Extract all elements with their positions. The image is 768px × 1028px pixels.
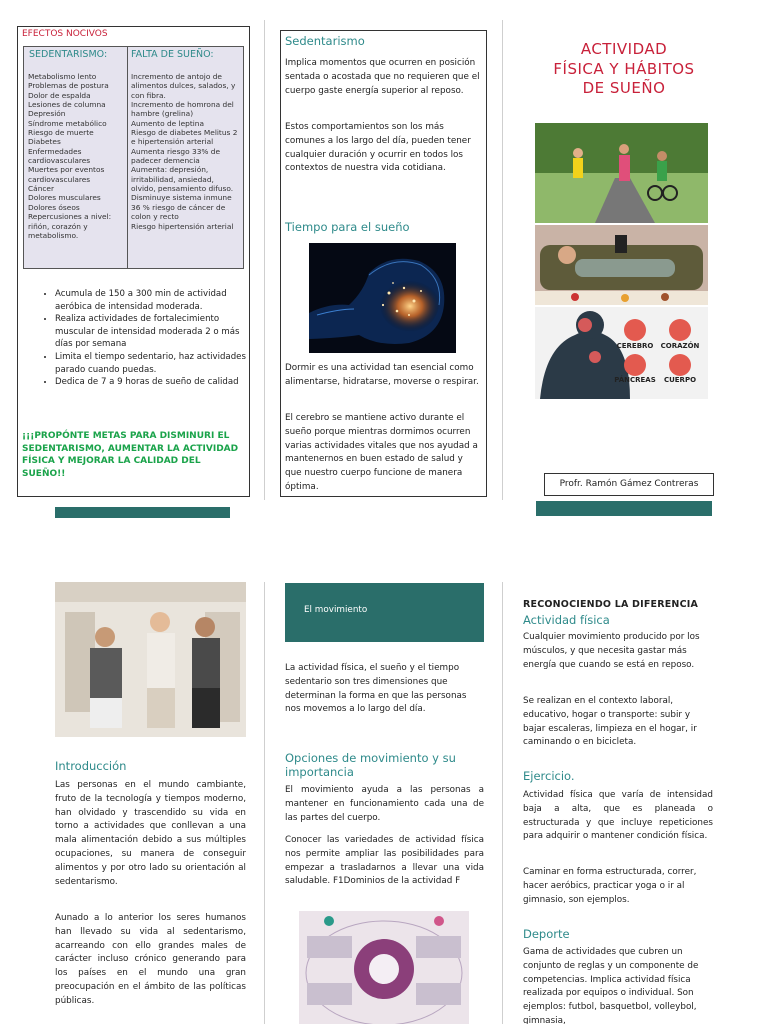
physical-activity-paragraph: Cualquier movimiento producido por los músculos, y que necesita gastar más energía que cuando se está en reposo. (523, 632, 700, 670)
effect-item: irritabilidad, ansiedad, (131, 174, 214, 184)
intro-title: Introducción (55, 759, 127, 773)
professor-name: Profr. Ramón Gámez Contreras (544, 473, 714, 496)
family-exercise-image (535, 123, 708, 223)
effect-item: Dolor de espalda (28, 90, 91, 100)
effect-item: Incremento de homrona del (131, 100, 234, 110)
goal-text: ¡¡¡PROPÓNTE METAS PARA DISMINURI EL SEDENTARISMO, AUMENTAR LA ACTIVIDAD FÍSICA Y MEJORAR LA CALIDAD DEL SUEÑO!! (22, 431, 239, 480)
effect-item: metabolismo. (28, 230, 79, 240)
column-divider (264, 582, 265, 1024)
decorative-bar (55, 507, 230, 518)
effect-item: Aumenta riesgo 33% de (131, 146, 221, 156)
difference-title: RECONOCIENDO LA DIFERENCIA (523, 599, 699, 610)
sedentary-person-image (535, 225, 708, 305)
effect-item: padecer demencia (131, 156, 200, 166)
sedentarismo-header: SEDENTARISMO: (29, 49, 108, 60)
sleep-paragraph: Dormir es una actividad tan esencial como alimentarse, hidratarse, moverse o respirar. (285, 363, 479, 387)
falta-sueno-header: FALTA DE SUEÑO: (131, 49, 214, 60)
activity-domains-diagram (299, 911, 469, 1024)
sedentarismo-paragraph: Implica momentos que ocurren en posición sentada o acostada que no requieren que el cuerpo gaste energía superior al reposo. (285, 58, 480, 96)
tip-item: • Dedica de 7 a 9 horas de sueño de calidad (55, 376, 246, 389)
effect-item: cardiovasculares (28, 156, 91, 166)
tip-item: • Limita el tiempo sedentario, haz actividades parado cuando puedas. (55, 351, 246, 376)
effect-item: Enfermedades (28, 146, 82, 156)
physical-activity-paragraph: Se realizan en el contexto laboral, educativo, hogar o transporte: subir y bajar escaleras, limpieza en el hogar, ir caminando o en bicicleta. (523, 696, 697, 748)
effect-item: cardiovasculares (28, 174, 91, 184)
organ-label-cerebro: CEREBRO (616, 342, 654, 350)
effect-item: Riesgo de diabetes Melitus 2 (131, 128, 238, 138)
organ-label-pancreas: PÁNCREAS (614, 376, 656, 384)
options-paragraph: El movimiento ayuda a las personas a mantener en funcionamiento cada una de las partes del cuerpo. (285, 785, 484, 823)
movement-paragraph: La actividad física, el sueño y el tiempo sedentario son tres dimensiones que determinan la forma en que las personas nos movemos a lo largo del día. (285, 663, 467, 715)
movement-banner (285, 583, 484, 642)
effect-item: riñón, corazón y (28, 221, 88, 231)
effect-item: Aumento de leptina (131, 118, 204, 128)
effect-item: Cáncer (28, 184, 55, 194)
effect-item: Incremento de antojo de (131, 72, 222, 81)
exercise-title: Ejercicio. (523, 769, 575, 783)
decorative-bar (536, 501, 712, 516)
effect-item: Repercusiones a nivel: (28, 212, 112, 222)
effects-table (23, 46, 244, 269)
options-title: Opciones de movimiento y su importancia (285, 751, 456, 779)
intro-paragraph: Las personas en el mundo cambiante, fruto de la tecnología y tiempos moderno, han olvidado y trascendido su vida en torno a actividades que conllevan a una mala alimentación debido a sus múltiples ocupaciones, su manera de conseguir alimentos y por otro lado su orientación al sedentarismo. (55, 780, 246, 887)
effect-item: Problemas de postura (28, 81, 109, 91)
falta-sueno-list (131, 72, 237, 231)
sedentarismo-title: Sedentarismo (285, 34, 365, 48)
movement-title: El movimiento (304, 605, 368, 615)
tip-item: • Acumula de 150 a 300 min de actividad aeróbica de intensidad moderada. (55, 288, 246, 313)
effect-item: Diabetes (28, 137, 61, 147)
effect-item: Disminuye sistema inmune (131, 193, 232, 203)
brain-image (309, 243, 456, 353)
sedentarismo-paragraph: Estos comportamientos son los más comunes a los largo del día, pueden tener cualquier duración y ocurrir en todos los contextos de nuestra vida cotidiana. (285, 122, 471, 174)
people-photo (55, 582, 246, 737)
sleep-paragraph: El cerebro se mantiene activo durante el sueño porque mientras dormimos ocurren varias actividades vitales que nos ayudad a mantenernos en buen estado de salud y que nuestro cuerpo funcione de manera óptima. (285, 413, 478, 492)
column-divider (502, 582, 503, 1024)
tips-list (22, 288, 246, 389)
effect-item: Metabolismo lento (28, 72, 97, 81)
physical-activity-title: Actividad física (523, 613, 610, 627)
effect-item: Depresión (28, 109, 66, 119)
effect-item: Riesgo de muerte (28, 128, 94, 138)
effect-item: olvido, pensamiento difuso. (131, 184, 234, 194)
effect-item: Síndrome metabólico (28, 118, 107, 128)
title-line: DE SUEÑO (582, 79, 666, 97)
effect-item: 36 % riesgo de cáncer de (131, 202, 226, 212)
organ-label-corazon: CORAZÓN (660, 342, 700, 350)
effect-item: alimentos dulces, salados, y (131, 81, 236, 91)
table-divider (127, 47, 128, 268)
effect-item: colon y recto (131, 212, 179, 222)
column-divider (502, 20, 503, 500)
effect-item: con fibra. (131, 90, 166, 100)
effect-item: hambre (grelina) (131, 109, 194, 119)
brochure-title (526, 40, 722, 99)
intro-paragraph: Aunado a lo anterior los seres humanos han llevado su vida al sedentarismo, acarreando con ello grandes males de carácter incluso crónico generando para los países en el mundo una gran preocupación en el ámbito de las políticas públicas. (55, 913, 246, 1006)
exercise-paragraph: Caminar en forma estructurada, correr, hacer aeróbics, practicar yoga o ir al gimnasio, son ejemplos. (523, 867, 697, 905)
effect-item: Aumenta: depresión, (131, 165, 209, 175)
effect-item: Dolores óseos (28, 202, 80, 212)
tip-item: • Realiza actividades de fortalecimiento muscular de intensidad moderada 2 o más días por semana (55, 313, 246, 351)
column-divider (264, 20, 265, 500)
effect-item: Muertes por eventos (28, 165, 105, 175)
sport-paragraph: Gama de actividades que cubren un conjunto de reglas y un componente de competencias. Implica actividad física realizada por equipos o individual. Son ejemplos: futbol, basquetbol, volleybol, gimnasia, (523, 947, 699, 1024)
effect-item: Dolores musculares (28, 193, 101, 203)
exercise-paragraph: Actividad física que varía de intensidad baja a alta, que es planeada o estructurada y que incluye repeticiones para adquirir o mantener condición física. (523, 790, 713, 842)
organs-infographic (535, 307, 708, 399)
options-paragraph: Conocer las variedades de actividad física nos permite ampliar las posibilidades para empezar a trasladarnos a llevar una vida saludable. F1Dominios de la actividad F (285, 835, 484, 887)
title-line: FÍSICA Y HÁBITOS (553, 59, 695, 78)
sleep-title: Tiempo para el sueño (285, 220, 410, 234)
effect-item: Riesgo hipertensión arterial (131, 221, 234, 231)
sedentarismo-list (28, 72, 111, 240)
effect-item: Lesiones de columna (28, 100, 106, 110)
organ-label-cuerpo: CUERPO (663, 376, 697, 384)
sport-title: Deporte (523, 927, 570, 941)
title-line: ACTIVIDAD (580, 40, 668, 58)
effect-item: e hipertensión arterial (131, 137, 214, 147)
effects-title: EFECTOS NOCIVOS (22, 29, 108, 39)
